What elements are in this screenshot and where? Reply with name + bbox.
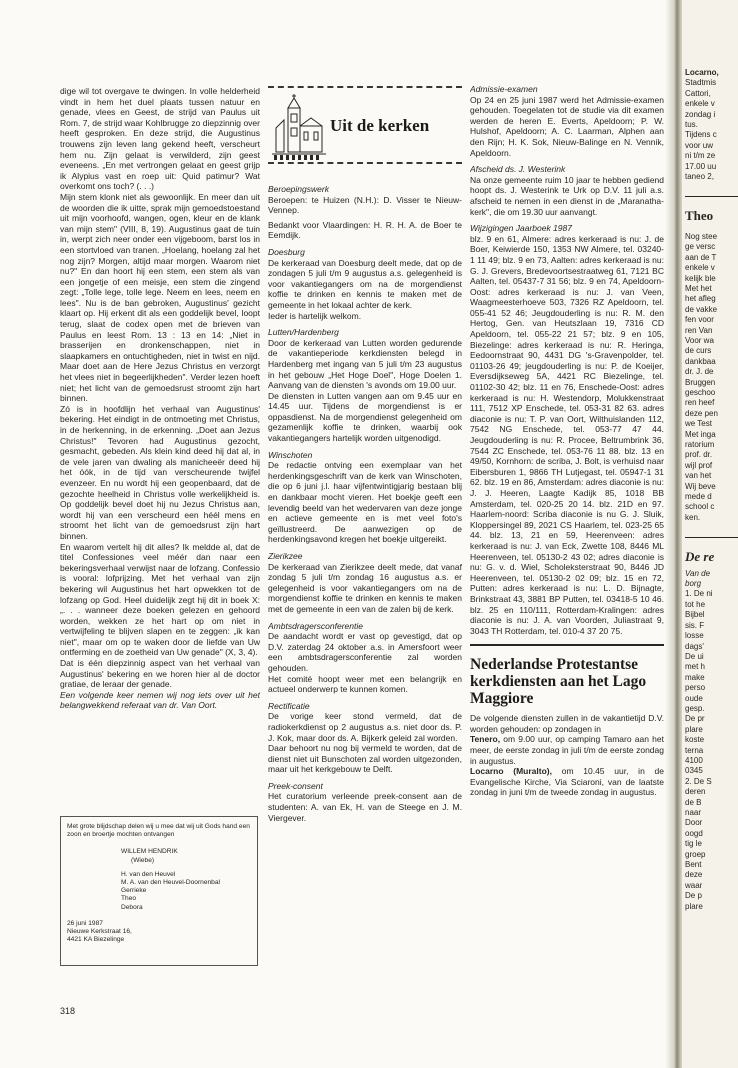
facing-line: groep bbox=[685, 849, 706, 859]
facing-line: kelijk ble bbox=[685, 273, 716, 283]
facing-line: Cattori, bbox=[685, 88, 711, 98]
section-title: Uit de kerken bbox=[330, 116, 430, 135]
lago-maggiore-service bbox=[470, 766, 664, 798]
news-heading: Wijzigingen Jaarboek 1987 bbox=[470, 223, 572, 234]
facing-line: tot he bbox=[685, 599, 706, 609]
news-heading: Beroepingswerk bbox=[268, 184, 329, 194]
facing-line: plare bbox=[685, 724, 703, 734]
news-text: De kerkeraad van Zierikzee deelt mede, dat vanaf zondag 5 juli t/m zondag 16 augustus a.s. er gelegenheid is voor vakantiegangers om na de morgendienst koffie te drinken en kennis te maken met de gemeente in een van de zalen bij de kerk. bbox=[268, 561, 462, 614]
facing-line: 17.00 uu bbox=[685, 161, 717, 171]
article-paragraph: Zó is in hoofdlijn het verhaal van Augustinus' bekering. Het eindigt in de ontmoeting met Christus, in de herkenning, in de erkenning. „Doet aan Jezus Christus!" Tevoren had Augustinus gezocht, gesmacht, gebeden. Als klein kind deed hij dat al, in de vele jaren van dwaling als manicheeër deed hij het óók, in de tijd van verscheurende twijfel evenzeer. En nu wordt hij een geopenbaard, dat de gezochte heelheid in Christus volle werkelijkheid is. Op goddelijk bevel doet hij nu Jezus Christus aan, wordt hij van een verscheurd een héél mens en stroomt het licht van de gemoedsrust zijn hart binnen. bbox=[60, 403, 260, 541]
announcement-address: Nieuwe Kerkstraat 16, bbox=[67, 928, 132, 936]
facing-line: deren bbox=[685, 787, 706, 797]
article-ending-note: Een volgende keer nemen wij nog iets over uit het belangwekkend referaat van dr. Van Oort. bbox=[60, 689, 260, 711]
news-heading: Rectificatie bbox=[268, 700, 310, 711]
facing-line: Met inga bbox=[685, 429, 716, 439]
service-location: Locarno (Muralto), bbox=[470, 766, 552, 777]
facing-line: de vakke bbox=[685, 304, 718, 314]
facing-line: Voor wa bbox=[685, 335, 714, 345]
announcement-address: 4421 KA Biezelinge bbox=[67, 936, 125, 944]
sibling-name: Theo bbox=[121, 895, 137, 903]
news-heading: Zierikzee bbox=[268, 551, 303, 561]
service-details: om 9.00 uur, op camping Tamaro aan het meer, de eerste zondag in juli t/m de eerste zondag in augustus. bbox=[470, 734, 664, 766]
facing-line: Van de bbox=[685, 568, 711, 578]
facing-line: koste bbox=[685, 735, 705, 745]
section-rule bbox=[470, 644, 664, 646]
section-header-uit-de-kerken bbox=[268, 86, 462, 166]
facing-line: fen voor bbox=[685, 315, 714, 325]
news-heading: Ambtsdragersconferentie bbox=[268, 620, 363, 631]
church-news-column bbox=[268, 178, 462, 958]
announcement-date: 26 juni 1987 bbox=[67, 919, 103, 927]
facing-line: Stadtmis bbox=[685, 78, 717, 88]
facing-line: deze bbox=[685, 870, 703, 880]
facing-line: wijl prof bbox=[685, 460, 713, 470]
facing-line: enkele v bbox=[685, 99, 715, 109]
facing-line: 0345 bbox=[685, 766, 703, 776]
facing-line: ratorium bbox=[685, 440, 715, 449]
facing-line: ken. bbox=[685, 512, 701, 522]
sibling-name: Gerrieke bbox=[121, 887, 147, 895]
facing-line: terna bbox=[685, 745, 704, 755]
facing-line: oude bbox=[685, 693, 703, 703]
news-text: De aandacht wordt er vast op gevestigd, dat op D.V. zaterdag 24 oktober a.s. in Amersfoort weer een ambtsdragersconferentie zal worden gehouden. bbox=[268, 631, 462, 673]
facing-line: de B bbox=[685, 797, 702, 807]
news-text: Ieder is hartelijk welkom. bbox=[268, 310, 362, 321]
service-details: om 10.45 uur, in de Evangelische Kirche, Via Sciaroni, van de laatste zondag in juni t/m de tweede zondag in augustus. bbox=[470, 766, 664, 798]
facing-line: Bijbel bbox=[685, 610, 705, 620]
birth-announcement bbox=[60, 816, 258, 966]
announcement-intro: Met grote blijdschap delen wij u mee dat wij uit Gods hand een zoon en broertje mochten ontvangen bbox=[67, 823, 250, 839]
news-heading: Lutten/Hardenberg bbox=[268, 327, 339, 338]
lago-maggiore-service bbox=[470, 734, 664, 766]
facing-rule bbox=[685, 196, 738, 197]
news-text: De redactie ontving een exemplaar van het herdenkingsgeschrift van de kerk van Winschoten, die op 6 juni j.l. haar vijfentwintigjarig bestaan blij en dankbaar mocht vieren. Het boekje geeft een levendig beeld van het wedervaren van deze jonge en actieve gemeente en is met veel foto's geïllustreerd. De aanwezigen op de herdenkingsavond kregen het boekje uitgereikt. bbox=[268, 460, 462, 545]
facing-line: de curs bbox=[685, 346, 712, 356]
facing-page-fragment bbox=[682, 0, 738, 1068]
facing-line: mede d bbox=[685, 492, 712, 502]
article-paragraph: dige wil tot overgave te dwingen. In volle helderheid vindt in hem het duel plaats tussen natuur en genade, vlees en Geest, de strijd van Paulus uit Rom. 7, de strijd waar Kohlbrugge zo diepzinnig over heeft gesproken. En deze strijd, die Augustinus trouwens zijn leven lang gekend heeft, verscheurt hem nu. Zijn gelaat is verwilderd, zijn geest eveneens. „En met vertrongen gelaat en geest grijp ik Alypius vast en roep uit: Quid patimur? Wat overkomt ons toch? (. . .) bbox=[60, 86, 260, 192]
news-text: Het curatorium verleende preek-consent aan de studenten: A. van Ek, H. van de Steege en J. M. Viergever. bbox=[268, 791, 462, 823]
news-heading: Afscheid ds. J. Westerink bbox=[470, 164, 566, 175]
news-text: Bedankt voor Vlaardingen: H. R. H. A. de Boer te Eemdijk. bbox=[268, 219, 462, 241]
news-text: Na onze gemeente ruim 10 jaar te hebben gediend hoopt ds. J. Westerink te Urk op D.V. 11 juli a.s. afscheid te nemen in een dienst in de „Maranatha-kerk", die om 19.30 uur aanvangt. bbox=[470, 174, 664, 217]
facing-line: 4100 bbox=[685, 755, 703, 765]
lago-maggiore-heading: Nederlandse Protestantse kerkdiensten aan het Lago Maggiore bbox=[470, 656, 647, 708]
news-text: De kerkeraad van Doesburg deelt mede, dat op de zondagen 5 juli t/m 9 augustus a.s. gelegenheid is voor vakantiegangers om na de morgendienst koffie te drinken en kennis te maken met de gemeente in het lokaal achter de kerk. bbox=[268, 257, 462, 310]
facing-line: het afleg bbox=[685, 294, 716, 304]
facing-line: tig le bbox=[685, 839, 702, 849]
church-illustration-icon bbox=[270, 92, 328, 162]
facing-line: borg bbox=[685, 579, 702, 589]
facing-line: dr. J. de bbox=[685, 367, 714, 377]
facing-line: enkele v bbox=[685, 263, 715, 273]
facing-line: make bbox=[685, 672, 705, 682]
facing-line: waar bbox=[685, 880, 703, 890]
church-news-column-right bbox=[470, 84, 664, 964]
facing-line: 2. De S bbox=[685, 776, 712, 786]
news-heading: Preek-consent bbox=[268, 780, 323, 791]
facing-line: Wij beve bbox=[685, 481, 716, 491]
child-name: WILLEM HENDRIK bbox=[121, 848, 178, 856]
parent-name: H. van den Heuvel bbox=[121, 870, 176, 878]
page-number: 318 bbox=[60, 1006, 76, 1016]
header-bottom-rule bbox=[268, 162, 462, 164]
facing-line: aan de T bbox=[685, 252, 717, 262]
lago-maggiore-intro: De volgende diensten zullen in de vakantietijd D.V. worden gehouden: op zondagen in bbox=[470, 713, 664, 734]
facing-line: perso bbox=[685, 683, 706, 693]
facing-line: deze pen bbox=[685, 408, 718, 418]
header-top-rule bbox=[268, 86, 462, 88]
facing-line: taneo 2, bbox=[685, 172, 714, 182]
facing-line: Door bbox=[685, 818, 703, 828]
article-column-augustinus bbox=[60, 86, 260, 726]
facing-line: Locarno, bbox=[685, 68, 719, 77]
news-heading: Doesburg bbox=[268, 246, 305, 257]
facing-line: Tijdens c bbox=[685, 130, 717, 140]
news-heading: Admissie-examen bbox=[470, 84, 538, 94]
facing-line: Met het bbox=[685, 283, 712, 293]
facing-line: prof. dr. bbox=[685, 450, 713, 460]
news-text: De diensten in Lutten vangen aan om 9.45 uur en 14.45 uur. Tijdens de morgendienst is er oppasdienst. Na de morgendienst gelegenheid om gezamenlijk koffie te drinken, waarbij ook vakantiegangers hartelijk worden uitgenodigd. bbox=[268, 390, 462, 444]
news-text: Door de kerkeraad van Lutten worden gedurende de vakantieperiode kerkdiensten belegd in Hardenberg met ingang van 5 juli t/m 23 augustus in het gebouw „Het Hoge Doel", Hoge Doelen 1. Aanvang van de diensten 's avonds om 19.00 uur. bbox=[268, 337, 462, 391]
facing-line: sis. F bbox=[685, 620, 705, 630]
facing-line: De p bbox=[685, 891, 702, 901]
facing-heading: Theo bbox=[685, 208, 714, 224]
news-text: De vorige keer stond vermeld, dat de radiokerkdienst op 2 augustus a.s. niet door ds. P. J. Kok, maar door ds. A. Bijkerk geleid zal worden. bbox=[268, 711, 462, 743]
facing-line: De pr bbox=[685, 714, 705, 724]
parent-name: M. A. van den Heuvel-Doornenbal bbox=[121, 879, 220, 887]
news-text: Beroepen: te Huizen (N.H.): D. Visser te Nieuw-Vennep. bbox=[268, 194, 462, 216]
service-location: Tenero, bbox=[470, 734, 501, 745]
facing-line: gesp. bbox=[685, 703, 705, 713]
facing-line: dags' bbox=[685, 641, 704, 651]
facing-line: zondag i bbox=[685, 109, 716, 119]
facing-line: naar bbox=[685, 808, 702, 817]
sibling-name: Debora bbox=[121, 903, 143, 911]
facing-line: 1. De ni bbox=[685, 589, 713, 599]
facing-line: dankbaa bbox=[685, 356, 716, 366]
article-paragraph: Mijn stem klonk niet als gewoonlijk. En meer dan uit de woorden die ik uitte, sprak mijn gemoedstoestand uit mijn voorhoofd, wangen, ogen, kleur en de klank van mijn stem" (VIII, 8, 19). Augustinus gaat de tuin in, werpt zich neer onder een vijgeboom, barst los in een stortvloed van tranen. „Hoelang, hoelang zal het nog zijn? Morgen, altijd maar morgen. Waarom niet nu?" En dan hoort hij een stem, een stem als van een jongetje of een meisje, een stem die zingend zegt: „Tolle lege, tolle lege. Neem en lees, neem en lees". Nu is de ban gebroken, Augustinus' gezicht klaart op. Hij erkent dit als een goddelijk bevel, loopt terug, slaat de codex open met de brieven van Paulus en leest Rom. 13 : 13 en 14: „Niet in brasserijen en dronkenschappen, niet in slaapkamers en ontuchtigheden, niet in twist en nijd. Maar doet aan de Here Jezus Christus en verzorgt het vlees niet in begeerlijkheden". Verder lezen hoeft niet; het licht van de gemoedsrust stroomt zijn hart binnen. bbox=[60, 191, 260, 404]
child-nickname: (Wiebe) bbox=[131, 856, 155, 864]
facing-line: geschoo bbox=[685, 387, 716, 397]
facing-line: Nog stee bbox=[685, 231, 718, 241]
article-paragraph: Dat is één diepzinnig aspect van het verhaal van Augustinus' bekering en we horen hier al de doctor gratiae, de leraar der genade. bbox=[60, 658, 260, 690]
facing-line: ren heef bbox=[685, 398, 715, 408]
facing-line: ren Van bbox=[685, 325, 713, 335]
facing-line: Bruggen bbox=[685, 377, 716, 387]
news-text: blz. 9 en 61, Almere: adres kerkeraad is nu: J. de Boer, Keiwierde 150, 1353 NW Almere, tel. 03240-1 11 49; blz. 9 en 73, Aalten: adres kerkeraad is nu: G. J. Grevers, Bredevoortsestraatweg 61, 7121 BC Aalten, tel. 05437-7 31 56; blz. 9 en 74, Apeldoorn-Oost: adres kerkeraad is nu: J. van Veen, Waagmeesterhoeve 503, 7326 RZ Apeldoorn, tel. 055-41 52 46; Jeugdouderling is nu: R. M. den Hertog, Gen. van Heutszlaan 19, 7316 CD Apeldoorn, tel. 055-22 21 57; blz. 9 en 105, Biezelinge: adres kerkeraad is nu: R. Heringa, Eedoornstraat 90, 4431 DG 's-Gravenpolder, tel. 01103-26 49; jeugdouderling is nu: P. de Koeijer, Eversdijkseweg 5A, 4421 RC Biezelinge, tel. 01102-30 42; blz. 11 en 76, Enschede-Oost: adres kerkeraad is nu: H. Westendorp, Molukkenstraat 111, 7512 XP Enschede, tel. 053-31 82 63. adres diaconie is nu: T. P. van Oort, Wilthuislanden 112, 7542 NG Enschede, tel. 053-77 47 44. Jeugdouderling is nu: R. Procee, Beltrumbrink 36, 7544 ZC Enschede, tel. 053-76 11 88. blz. 13 en 49/50, Kornhorn: de scriba, J. Bolt, is verhuisd naar Eibersburen 1, 9866 TH Lutjegast, tel. 05947-1 31 62. blz. 19 en 86, Amsterdam: adres diaconie is nu: J. J. Heeren, Laagte Kadijk 85, 1018 BB Amsterdam, tel. 020-25 20 14. blz. 21D en 97. Haarlem-noord: Scriba diaconie is nu G. J. Sluik, Kloppersingel 89, 2021 CS Haarlem, tel. 023-25 65 44. blz. 13, 21 en 59, Heerenveen: adres kerkeraad is nu: J. van Eck, Zwette 108, 8446 ML Heerenveen, tel. 05130-2 43 02; adres diaconie is nu: G. v. d. Wiel, Scholeksterstraat 90, 8446 JD Heerenveen, tel. 05130-2 02 09; blz. 15 en 72, Putten: adres kerkeraad is nu: L. D. Bijnagte, Brinkstraat 43, 3881 BP Putten, tel. 03418-5 10 46. blz. 25 en 110/111, Rotterdam-Kralingen: adres diaconie is nu: J. A. van Voorden, Juliastraat 9, 3043 TH Rotterdam, tel. 010-4 37 20 75. bbox=[470, 233, 664, 636]
facing-line: met h bbox=[685, 662, 706, 672]
facing-line: losse bbox=[685, 631, 704, 641]
facing-line: ge versc bbox=[685, 242, 716, 252]
article-paragraph: En waarom vertelt hij dit alles? Ik meldde al, dat de titel Confessiones veel méér dan naar een bekeringsverhaal verwijst naar de lofzang. Confessio is vooral: lofprijzing. Met het verhaal van zijn bekering wil Augustinus het hart opwekken tot de lofzang op God. Heel duidelijk zegt hij dit in boek X: „. . . wanneer deze boeken gelezen en gehoord worden, wekken ze het hart op om niet in vertwijfeling te blijven slapen en te zeggen: „ik kan niet", maar om op te waken door de liefde van Uw ontferming en de zoetheid van Uw genade" (X, 3, 4). bbox=[60, 541, 260, 658]
facing-line: De ui bbox=[685, 651, 704, 661]
facing-rule bbox=[685, 537, 738, 538]
news-text: Het comité hoopt weer met een belangrijk en actueel onderwerp te kunnen komen. bbox=[268, 673, 462, 695]
facing-line: Bent bbox=[685, 860, 702, 870]
facing-line: plare bbox=[685, 901, 703, 911]
facing-line: we Test bbox=[685, 419, 712, 429]
facing-line: van het bbox=[685, 471, 712, 481]
news-text: Op 24 en 25 juni 1987 werd het Admissie-examen gehouden. Toegelaten tot de studie via dit examen werden de heren E. Everts, Apeldoorn; P. W. Hulshof, Apeldoorn; A. C. Laarman, Alphen aan den Rijn; H. K. Sok, Nieuw-Balinge en N. Vennik, Apeldoorn. bbox=[470, 94, 664, 158]
news-text: Daar behoort nu nog bij vermeld te worden, dat de dienst niet uit Bunschoten zal worden uitgezonden, maar uit het kerkgebouw te Delft. bbox=[268, 743, 462, 775]
facing-line: ni t/m ze bbox=[685, 151, 716, 161]
facing-heading: De re bbox=[685, 549, 715, 565]
facing-line: oogd bbox=[685, 828, 703, 838]
facing-line: voor uw bbox=[685, 140, 714, 150]
facing-line: tus. bbox=[685, 120, 698, 130]
facing-line: school c bbox=[685, 502, 715, 512]
news-heading: Winschoten bbox=[268, 449, 313, 460]
